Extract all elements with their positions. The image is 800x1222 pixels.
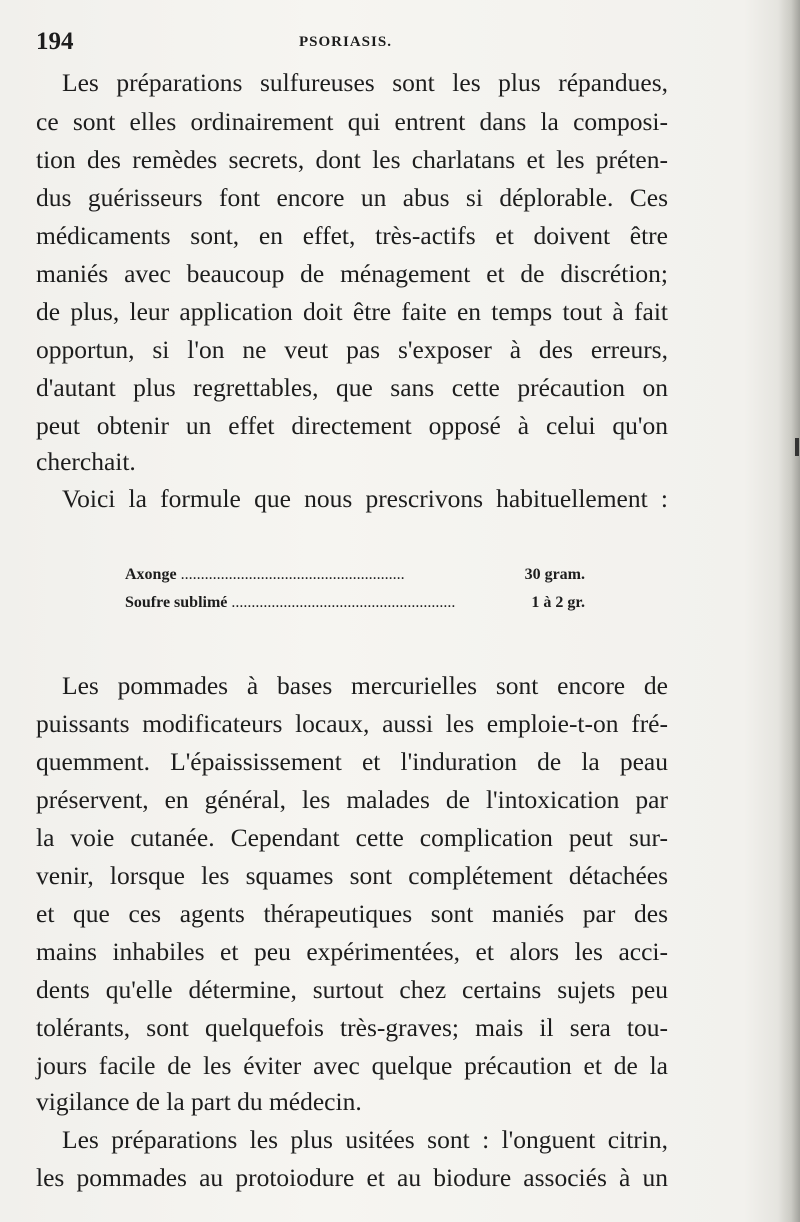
text-line: dents qu'elle détermine, surtout chez certains sujets peu <box>36 975 668 1004</box>
text-line: opportun, si l'on ne veut pas s'exposer à des erreurs, <box>36 335 668 364</box>
text-line: cherchait. <box>36 447 136 476</box>
spine-mark <box>795 438 799 456</box>
formula-ingredient: Soufre sublimé ..... <box>125 594 480 612</box>
formula-row <box>125 594 585 620</box>
formula-row <box>125 566 585 592</box>
text-line: maniés avec beaucoup de ménagement et de discrétion; <box>36 259 668 288</box>
text-line: mains inhabiles et peu expérimentées, et alors les acci- <box>36 937 668 966</box>
text-line: la voie cutanée. Cependant cette complication peut sur- <box>36 823 668 852</box>
text-line: Les préparations sulfureuses sont les plus répandues, <box>62 68 668 97</box>
running-head: PSORIASIS. <box>299 34 392 50</box>
text-line: puissants modificateurs locaux, aussi les emploie-t-on fré- <box>36 709 668 738</box>
text-line: et que ces agents thérapeutiques sont maniés par des <box>36 899 668 928</box>
text-line: tion des remèdes secrets, dont les charlatans et les préten- <box>36 145 668 174</box>
text-line: jours facile de les éviter avec quelque précaution et de la <box>36 1051 668 1080</box>
text-line: vigilance de la part du médecin. <box>36 1087 362 1116</box>
text-line: de plus, leur application doit être faite en temps tout à fait <box>36 297 668 326</box>
formula-ingredient: Axonge ..... <box>125 566 480 584</box>
text-line: tolérants, sont quelquefois très-graves; mais il sera tou- <box>36 1013 668 1042</box>
text-line: préservent, en général, les malades de l'intoxication par <box>36 785 668 814</box>
page-header <box>36 28 676 58</box>
text-line: peut obtenir un effet directement opposé à celui qu'on <box>36 411 668 440</box>
text-line: Voici la formule que nous prescrivons habituellement : <box>62 484 668 513</box>
text-line: médicaments sont, en effet, très-actifs et doivent être <box>36 221 668 250</box>
text-line: Les pommades à bases mercurielles sont encore de <box>62 671 668 700</box>
text-line: ce sont elles ordinairement qui entrent dans la composi- <box>36 107 668 136</box>
text-line: d'autant plus regrettables, que sans cette précaution on <box>36 373 668 402</box>
text-line: Les préparations les plus usitées sont : l'onguent citrin, <box>62 1125 668 1154</box>
formula-dose: 30 gram. <box>524 566 585 583</box>
text-line: venir, lorsque les squames sont complétement détachées <box>36 861 668 890</box>
formula-dose: 1 à 2 gr. <box>531 594 585 611</box>
page-spine-shadow <box>778 0 800 1222</box>
text-line: les pommades au protoiodure et au biodure associés à un <box>36 1163 668 1192</box>
text-line: dus guérisseurs font encore un abus si déplorable. Ces <box>36 183 668 212</box>
page-number: 194 <box>36 28 74 55</box>
text-line: quemment. L'épaississement et l'induration de la peau <box>36 747 668 776</box>
